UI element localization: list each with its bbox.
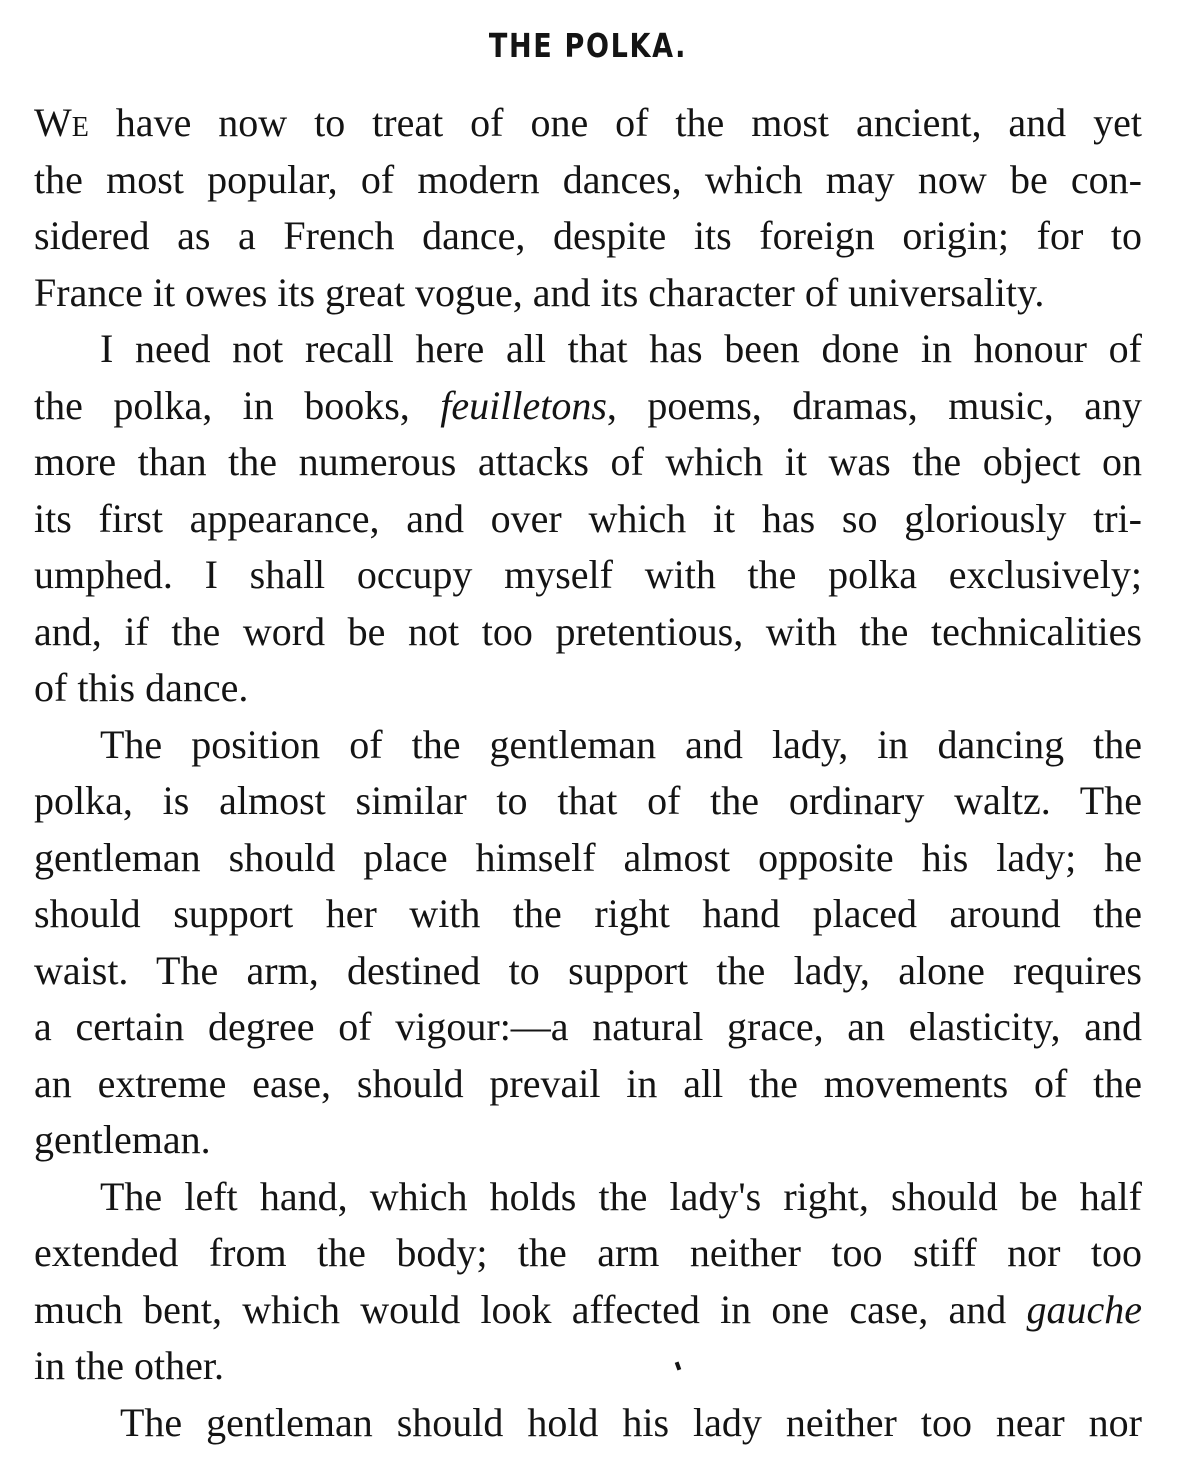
text-line: umphed. I shall occupy myself with the polka exclusively;: [34, 552, 1142, 597]
text-line: a certain degree of vigour:—a natural grace, an elasticity, and: [34, 1004, 1142, 1049]
text-line: waist. The arm, destined to support the lady, alone requires: [34, 947, 1142, 993]
page-title: THE POLKA.: [488, 26, 688, 65]
text-line: polka, is almost similar to that of the ordinary waltz. The: [34, 778, 1142, 823]
text-line: an extreme ease, should prevail in all the movements of the: [34, 1060, 1142, 1106]
text-line: The position of the gentleman and lady, in dancing the: [100, 721, 1142, 767]
text-line: [34, 1281, 1142, 1338]
text-line: France it owes its great vogue, and its character of universality.: [34, 269, 1045, 315]
line-text: much bent, which would look affected in one case, and: [34, 1286, 1027, 1332]
text-line: The left hand, which holds the lady's right, should be half: [100, 1173, 1142, 1219]
text-line: the most popular, of modern dances, which may now be con-: [34, 156, 1142, 202]
text-line: The gentleman should hold his lady neither too near nor: [120, 1399, 1142, 1445]
line-text: , poems, dramas, music, any: [606, 382, 1142, 428]
text-line: its first appearance, and over which it has so gloriously tri-: [34, 495, 1142, 541]
paragraph-1: [34, 94, 1142, 320]
text-line: in the other.: [34, 1343, 224, 1388]
line-text: have now to treat of one of the most ancient, and yet: [88, 100, 1142, 145]
text-line: and, if the word be not too pretentious, with the technicalities: [34, 608, 1142, 654]
paragraph-3: [34, 716, 1142, 1168]
text-line: extended from the body; the arm neither too stiff nor too: [34, 1230, 1142, 1275]
paragraph-2: [34, 320, 1142, 716]
drop-word: We: [34, 100, 89, 145]
text-line: gentleman should place himself almost opposite his lady; he: [34, 834, 1142, 880]
page: [34, 14, 1142, 1450]
line-text: the polka, in books,: [34, 382, 441, 428]
text-line: [34, 94, 1142, 151]
italic-word: feuilletons: [440, 382, 607, 428]
text-line: of this dance.: [34, 665, 249, 710]
paragraph-4: [34, 1168, 1142, 1394]
text-line: more than the numerous attacks of which it was the object on: [34, 439, 1142, 484]
text-line: sidered as a French dance, despite its foreign origin; for to: [34, 213, 1142, 258]
text-line: should support her with the right hand placed around the: [34, 891, 1142, 936]
text-line: I need not recall here all that has been done in honour of: [100, 326, 1142, 371]
text-line: [34, 377, 1142, 434]
italic-word: gauche: [1026, 1286, 1142, 1332]
paragraph-5: [34, 1394, 1142, 1451]
text-line: gentleman.: [34, 1117, 211, 1162]
